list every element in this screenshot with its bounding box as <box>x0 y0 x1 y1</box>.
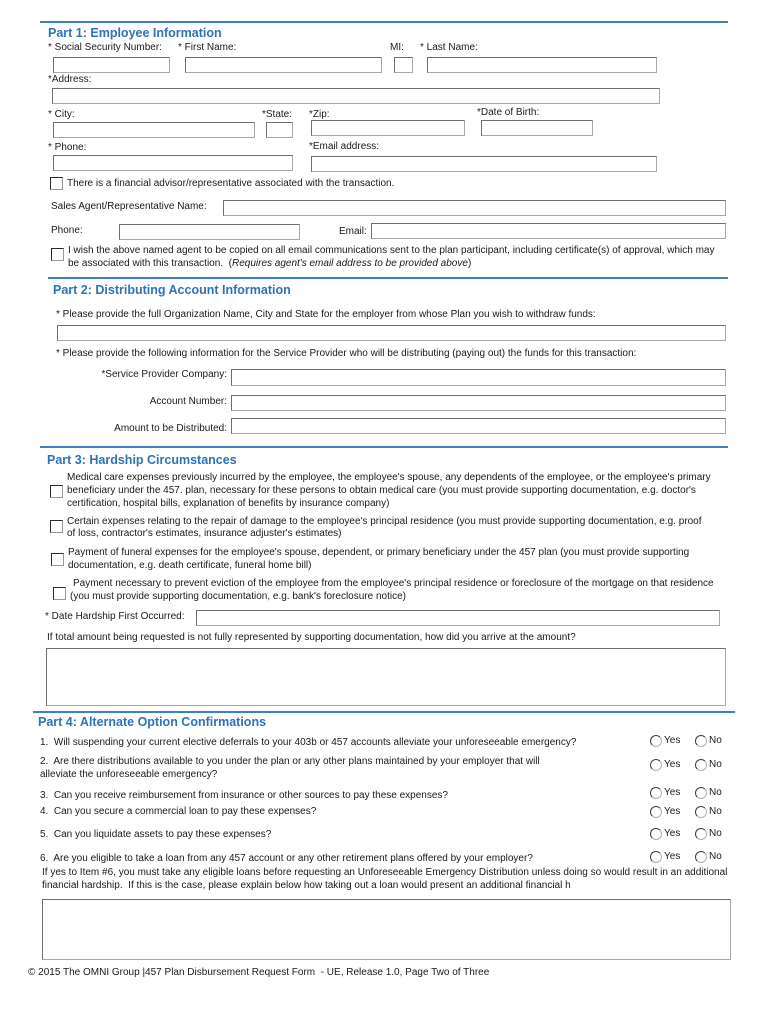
q4-no-label: No <box>709 806 722 817</box>
employer-prompt: * Please provide the full Organization Name, City and State for the employer from whose Plan you wish to withdraw funds: <box>56 309 596 320</box>
employer-organization-input[interactable] <box>57 325 726 341</box>
agent-copy-text-prefix: be associated with this transaction. ( <box>68 258 232 269</box>
question-2-text: 2. Are there distributions available to you under the plan or any other plans maintained by your employer that will <box>40 756 540 767</box>
loan-hardship-explanation-textarea[interactable] <box>42 899 731 960</box>
section-divider <box>48 277 728 279</box>
date-of-birth-label: *Date of Birth: <box>477 107 540 118</box>
agent-copy-text-line: I wish the above named agent to be copied on all email communications sent to the plan participant, including certificate(s) of approval, which may <box>68 245 715 256</box>
agent-email-label: Email: <box>339 226 367 237</box>
agent-copy-checkbox[interactable] <box>51 248 64 261</box>
q2-no-radio[interactable] <box>695 759 707 771</box>
account-number-input[interactable] <box>231 395 726 411</box>
q6-yes-radio[interactable] <box>650 851 662 863</box>
ssn-label: * Social Security Number: <box>48 42 162 53</box>
q2-yes-label: Yes <box>664 759 681 770</box>
amount-explanation-textarea[interactable] <box>46 648 726 706</box>
agent-name-input[interactable] <box>223 200 726 216</box>
q5-yes-label: Yes <box>664 828 681 839</box>
eviction-prevention-text: (you must provide supporting documentation, e.g. bank's foreclosure notice) <box>70 591 406 602</box>
question-4-text: 4. Can you secure a commercial loan to pay these expenses? <box>40 806 317 817</box>
amount-distributed-input[interactable] <box>231 418 726 434</box>
question-2-text: alleviate the unforeseeable emergency? <box>40 769 218 780</box>
q6-yes-label: Yes <box>664 851 681 862</box>
section-divider <box>40 21 728 23</box>
q3-no-label: No <box>709 787 722 798</box>
phone-input[interactable] <box>53 155 293 171</box>
part1-heading: Part 1: Employee Information <box>48 26 222 40</box>
q5-yes-radio[interactable] <box>650 828 662 840</box>
advisor-checkbox[interactable] <box>50 177 63 190</box>
last-name-input[interactable] <box>427 57 657 73</box>
question-5-text: 5. Can you liquidate assets to pay these expenses? <box>40 829 272 840</box>
address-label: *Address: <box>48 74 92 85</box>
last-name-label: * Last Name: <box>420 42 478 53</box>
medical-expenses-text: beneficiary under the 457. plan, necessary for these persons to obtain medical care (you must provide supporting documentation, e.g. doctor's <box>67 485 696 496</box>
city-label: * City: <box>48 109 75 120</box>
eviction-prevention-text: Payment necessary to prevent eviction of the employee from the employee's principal residence or foreclosure of the mortgage on that residence <box>73 578 714 589</box>
q4-yes-label: Yes <box>664 806 681 817</box>
agent-copy-text-line <box>68 258 471 270</box>
provider-company-label: *Service Provider Company: <box>101 369 227 380</box>
q3-no-radio[interactable] <box>695 787 707 799</box>
agent-email-input[interactable] <box>371 223 726 239</box>
phone-label: * Phone: <box>48 142 87 153</box>
zip-input[interactable] <box>311 120 465 136</box>
question-6-text: 6. Are you eligible to take a loan from any 457 account or any other retirement plans offered by your employer? <box>40 853 533 864</box>
question-3-text: 3. Can you receive reimbursement from insurance or other sources to pay these expenses? <box>40 790 448 801</box>
date-of-birth-input[interactable] <box>481 120 593 136</box>
residence-repair-text: Certain expenses relating to the repair of damage to the employee's principal residence (you must provide supporting documentation, e.g. proof <box>67 516 702 527</box>
agent-phone-label: Phone: <box>51 225 83 236</box>
medical-expenses-text: certification, hospital bills, explanation of benefits by insurance company) <box>67 498 390 509</box>
funeral-expenses-checkbox[interactable] <box>51 553 64 566</box>
q6-no-label: No <box>709 851 722 862</box>
ssn-input[interactable] <box>53 57 170 73</box>
section-divider <box>40 446 728 448</box>
loan-note-text: If yes to Item #6, you must take any eligible loans before requesting an Unforeseeable Emergency Distribution unless doing so would result in an additional <box>42 867 728 878</box>
section-divider <box>33 711 735 713</box>
q4-no-radio[interactable] <box>695 806 707 818</box>
q3-yes-radio[interactable] <box>650 787 662 799</box>
part4-heading: Part 4: Alternate Option Confirmations <box>38 715 267 729</box>
medical-expenses-checkbox[interactable] <box>50 485 63 498</box>
first-name-label: * First Name: <box>178 42 237 53</box>
account-number-label: Account Number: <box>149 396 227 407</box>
part3-heading: Part 3: Hardship Circumstances <box>47 453 237 467</box>
q1-no-radio[interactable] <box>695 735 707 747</box>
q1-no-label: No <box>709 735 722 746</box>
q5-no-radio[interactable] <box>695 828 707 840</box>
question-1-text: 1. Will suspending your current elective deferrals to your 403b or 457 accounts alleviate your unforeseeable emergency? <box>40 737 577 748</box>
q1-yes-label: Yes <box>664 735 681 746</box>
email-label: *Email address: <box>309 141 380 152</box>
part2-heading: Part 2: Distributing Account Information <box>53 283 291 297</box>
address-input[interactable] <box>52 88 660 104</box>
q6-no-radio[interactable] <box>695 851 707 863</box>
amount-distributed-label: Amount to be Distributed: <box>114 423 227 434</box>
agent-email-requirement-note: Requires agent's email address to be provided above <box>231 258 468 269</box>
state-label: *State: <box>262 109 293 120</box>
q3-yes-label: Yes <box>664 787 681 798</box>
hardship-date-label: * Date Hardship First Occurred: <box>45 611 185 622</box>
residence-repair-text: of loss, contractor's estimates, insurance adjuster's estimates) <box>67 528 342 539</box>
advisor-checkbox-label: There is a financial advisor/representative associated with the transaction. <box>67 178 395 189</box>
loan-note-text: financial hardship. If this is the case, please explain below how taking out a loan would present an additional financial h <box>42 880 571 891</box>
page-footer: © 2015 The OMNI Group |457 Plan Disbursement Request Form - UE, Release 1.0, Page Two of Three <box>28 967 490 978</box>
q5-no-label: No <box>709 828 722 839</box>
city-input[interactable] <box>53 122 255 138</box>
medical-expenses-text: Medical care expenses previously incurred by the employee, the employee's spouse, any dependents of the employee, or the employee's primary <box>67 472 711 483</box>
zip-label: *Zip: <box>309 109 330 120</box>
provider-prompt: * Please provide the following information for the Service Provider who will be distributing (paying out) the funds for this transaction: <box>56 348 637 359</box>
agent-phone-input[interactable] <box>119 224 300 240</box>
amount-explanation-prompt: If total amount being requested is not fully represented by supporting documentation, how did you arrive at the amount? <box>47 632 576 643</box>
eviction-prevention-checkbox[interactable] <box>53 587 66 600</box>
middle-initial-input[interactable] <box>394 57 413 73</box>
agent-copy-text-suffix: ) <box>467 258 472 269</box>
funeral-expenses-text: documentation, e.g. death certificate, funeral home bill) <box>68 560 312 571</box>
agent-name-label: Sales Agent/Representative Name: <box>51 201 207 212</box>
q2-no-label: No <box>709 759 722 770</box>
provider-company-input[interactable] <box>231 369 726 386</box>
funeral-expenses-text: Payment of funeral expenses for the employee's spouse, dependent, or primary beneficiary under the 457 plan (you must provide supporting <box>68 547 690 558</box>
residence-repair-checkbox[interactable] <box>50 520 63 533</box>
middle-initial-label: MI: <box>390 42 404 53</box>
email-input[interactable] <box>311 156 657 172</box>
q4-yes-radio[interactable] <box>650 806 662 818</box>
first-name-input[interactable] <box>185 57 382 73</box>
state-input[interactable] <box>266 122 293 138</box>
q2-yes-radio[interactable] <box>650 759 662 771</box>
q1-yes-radio[interactable] <box>650 735 662 747</box>
hardship-date-input[interactable] <box>196 610 720 626</box>
